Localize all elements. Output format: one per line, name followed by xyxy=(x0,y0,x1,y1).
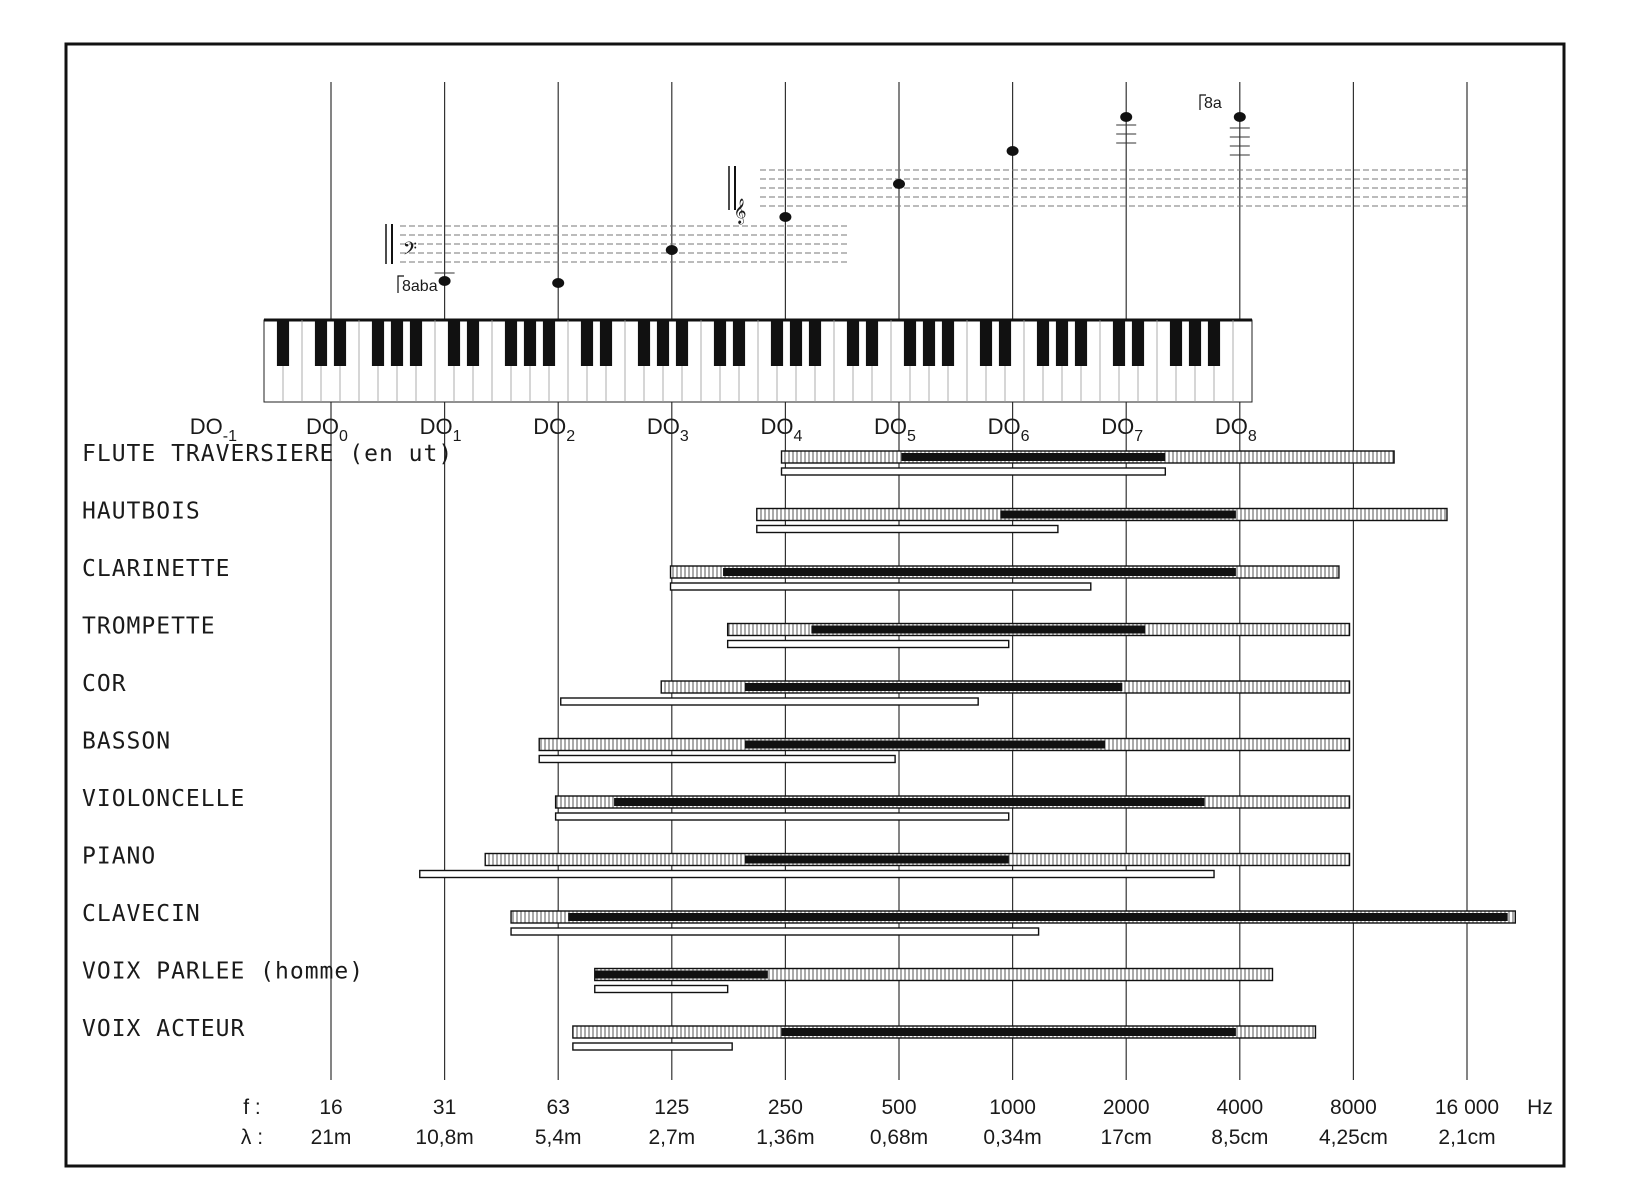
wavelength-tick-label: 8,5cm xyxy=(1211,1126,1269,1149)
fundamental-bar xyxy=(757,526,1058,533)
black-key xyxy=(1132,320,1144,366)
bass-clef-icon: 𝄢 xyxy=(402,238,418,263)
fundamental-bar xyxy=(782,468,1166,475)
freq-tick-label: 4000 xyxy=(1216,1096,1264,1119)
harmonics-core-bar xyxy=(745,683,1122,691)
freq-tick-label: 16 000 xyxy=(1434,1096,1500,1119)
freq-tick-label: 125 xyxy=(654,1096,690,1119)
wavelength-tick-label: 1,36m xyxy=(756,1126,815,1149)
note-label: $DO_7$ xyxy=(1101,414,1144,445)
chart-frame xyxy=(66,44,1564,1166)
harmonics-core-bar xyxy=(1000,511,1236,519)
note-head xyxy=(1234,112,1246,122)
fundamental-bar xyxy=(556,813,1009,820)
black-key xyxy=(980,320,992,366)
black-key xyxy=(942,320,954,366)
black-key xyxy=(543,320,555,366)
instrument-row xyxy=(82,556,1339,590)
instrument-label: TROMPETTE xyxy=(82,613,216,640)
staff-group xyxy=(386,95,1470,295)
wavelength-tick-label: 0,34m xyxy=(983,1126,1042,1149)
octave-mark-treble: 8a xyxy=(1204,95,1222,112)
black-key xyxy=(904,320,916,366)
fundamental-bar xyxy=(573,1043,732,1050)
note-head xyxy=(1007,146,1019,156)
freq-tick-label: 250 xyxy=(767,1096,803,1119)
note-label: $DO_8$ xyxy=(1214,414,1257,445)
instrument-label: VOIX ACTEUR xyxy=(82,1016,246,1042)
fundamental-bar xyxy=(420,871,1214,878)
note-label: $DO_3$ xyxy=(646,414,689,445)
wavelength-tick-label: 0,68m xyxy=(869,1126,929,1149)
fundamental-bar xyxy=(595,986,728,993)
instrument-label: VIOLONCELLE xyxy=(82,786,246,812)
note-label: $DO_5$ xyxy=(874,414,916,445)
fundamental-bar xyxy=(539,756,895,763)
freq-tick-label: 31 xyxy=(432,1096,457,1119)
note-label: $DO_1$ xyxy=(419,414,462,445)
note-head xyxy=(666,245,678,255)
instrument-row xyxy=(82,1016,1315,1050)
black-key xyxy=(638,320,650,366)
instrument-label: VOIX PARLEE (homme) xyxy=(82,958,365,985)
instrument-row xyxy=(82,901,1515,935)
note-head xyxy=(439,276,451,286)
piano-keyboard xyxy=(264,320,1252,402)
black-key xyxy=(1056,320,1068,366)
fundamental-bar xyxy=(561,698,978,705)
black-key xyxy=(1170,320,1182,366)
harmonics-core-bar xyxy=(614,798,1204,806)
instrument-label: CLAVECIN xyxy=(82,901,201,927)
black-key xyxy=(505,320,517,366)
fundamental-bar xyxy=(728,641,1009,648)
black-key xyxy=(733,320,745,366)
harmonics-core-bar xyxy=(595,971,768,979)
note-label: $DO_2$ xyxy=(533,414,576,445)
note-label: $DO_4$ xyxy=(760,414,803,445)
note-head xyxy=(552,278,564,288)
harmonics-core-bar xyxy=(568,913,1508,921)
black-key xyxy=(1189,320,1201,366)
black-key xyxy=(1208,320,1220,366)
note-label: $DO_{-1}$ xyxy=(189,414,238,445)
instrument-label: PIANO xyxy=(82,843,157,870)
black-key xyxy=(866,320,878,366)
black-key xyxy=(1037,320,1049,366)
black-key xyxy=(467,320,479,366)
instrument-row xyxy=(82,671,1350,705)
fundamental-bar xyxy=(511,928,1039,935)
instrument-row xyxy=(82,844,1350,878)
black-key xyxy=(448,320,460,366)
black-key xyxy=(657,320,669,366)
freq-tick-label: 8000 xyxy=(1330,1096,1377,1119)
treble-clef-icon: 𝄞 xyxy=(733,198,747,223)
black-key xyxy=(1113,320,1125,366)
note-label: $DO_0$ xyxy=(306,414,348,445)
harmonics-core-bar xyxy=(745,856,1009,864)
instrument-label: HAUTBOIS xyxy=(82,498,201,525)
octave-mark-bass: 8aba xyxy=(402,278,438,295)
freq-tick-label: 1000 xyxy=(989,1096,1036,1119)
black-key xyxy=(790,320,802,366)
instrument-row xyxy=(82,959,1272,993)
freq-tick-label: 63 xyxy=(546,1096,570,1119)
freq-row-label: f : xyxy=(243,1096,261,1119)
note-head xyxy=(893,179,905,189)
wavelength-tick-label: 2,1cm xyxy=(1438,1126,1496,1149)
wavelength-row-label: λ : xyxy=(240,1126,264,1149)
instrument-row xyxy=(82,441,1394,475)
wavelength-tick-label: 2,7m xyxy=(648,1126,696,1149)
black-key xyxy=(524,320,536,366)
instrument-row xyxy=(82,499,1447,533)
freq-tick-label: 2000 xyxy=(1102,1096,1150,1119)
black-key xyxy=(923,320,935,366)
harmonics-core-bar xyxy=(745,741,1105,749)
freq-tick-label: 16 xyxy=(319,1096,343,1119)
black-key xyxy=(410,320,422,366)
black-key xyxy=(1075,320,1087,366)
black-key xyxy=(581,320,593,366)
black-key xyxy=(315,320,327,366)
wavelength-tick-label: 5,4m xyxy=(534,1126,582,1149)
black-key xyxy=(771,320,783,366)
black-key xyxy=(391,320,403,366)
note-head xyxy=(779,212,791,222)
instrument-label: BASSON xyxy=(82,728,172,755)
note-label: $DO_6$ xyxy=(987,414,1030,445)
instrument-label: CLARINETTE xyxy=(82,556,231,582)
harmonics-core-bar xyxy=(782,1028,1236,1036)
black-key xyxy=(600,320,612,366)
harmonics-core-bar xyxy=(902,453,1166,461)
wavelength-tick-label: 21m xyxy=(310,1126,352,1149)
black-key xyxy=(676,320,688,366)
black-key xyxy=(372,320,384,366)
wavelength-tick-label: 17cm xyxy=(1100,1126,1152,1149)
fundamental-bar xyxy=(671,583,1091,590)
harmonics-core-bar xyxy=(723,568,1236,576)
instrument-row xyxy=(82,729,1350,763)
harmonics-core-bar xyxy=(811,626,1145,634)
instrument-row xyxy=(82,786,1350,820)
black-key xyxy=(847,320,859,366)
black-key xyxy=(714,320,726,366)
instrument-label: COR xyxy=(82,671,127,697)
instrument-row xyxy=(82,614,1350,648)
black-key xyxy=(277,320,289,366)
black-key xyxy=(334,320,346,366)
freq-unit-label: Hz xyxy=(1527,1096,1553,1119)
wavelength-tick-label: 4,25cm xyxy=(1318,1126,1388,1149)
note-head xyxy=(1120,112,1132,122)
freq-tick-label: 500 xyxy=(881,1096,917,1119)
instrument-label: FLUTE TRAVERSIERE (en ut) xyxy=(82,441,454,467)
black-key xyxy=(999,320,1011,366)
wavelength-tick-label: 10,8m xyxy=(415,1126,474,1149)
black-key xyxy=(809,320,821,366)
